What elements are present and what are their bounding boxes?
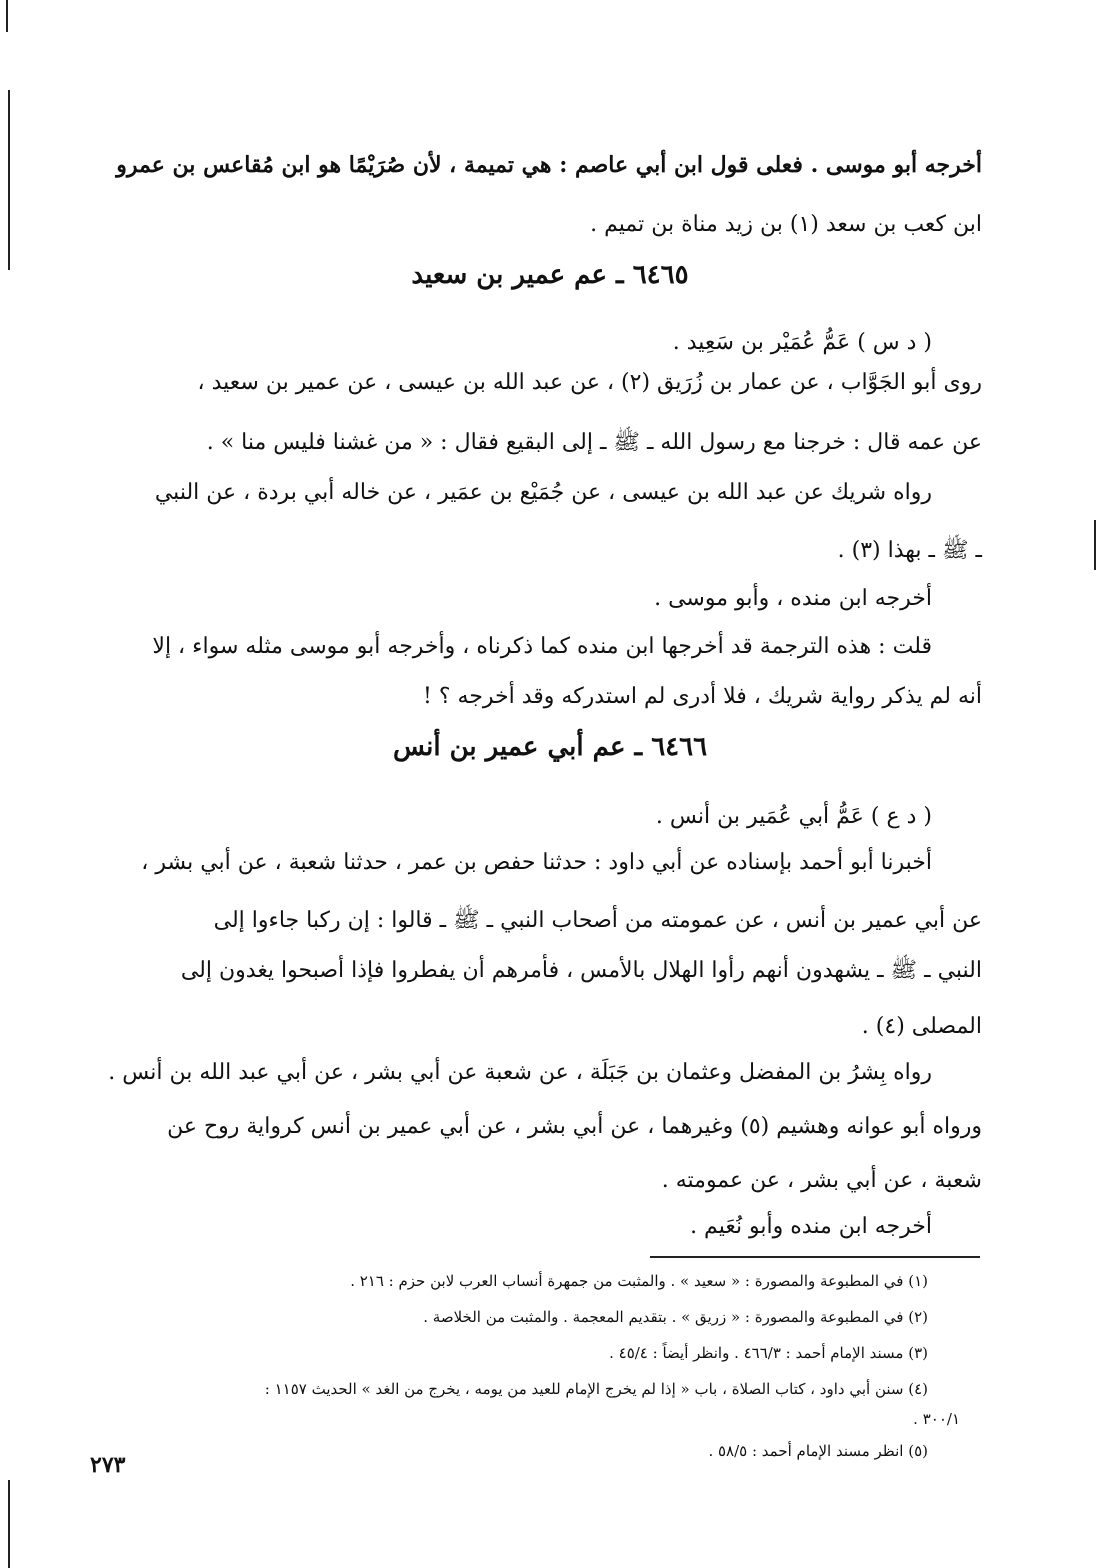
footnote-divider <box>650 1256 980 1258</box>
section-heading-6466: ٦٤٦٦ ـ عم أبي عمير بن أنس <box>392 732 708 762</box>
footnote-1: (١) في المطبوعة والمصورة : « سعيد » . والمثبت من جمهرة أنساب العرب لابن حزم : ٢١٦ . <box>350 1272 928 1290</box>
section1-line-2: روى أبو الجَوَّاب ، عن عمار بن زُرَيق (٢) ، عن عبد الله بن عيسى ، عن عمير بن سعيد ، <box>197 370 982 395</box>
footnote-4-continued: ٣٠٠/١ . <box>913 1410 960 1428</box>
footnote-5: (٥) انظر مسند الإمام أحمد : ٥٨/٥ . <box>708 1442 928 1460</box>
section1-line-5: ـ ﷺ ـ بهذا (٣) . <box>837 538 982 563</box>
section1-line-4: رواه شريك عن عبد الله بن عيسى ، عن جُمَيْع بن عمَير ، عن خاله أبي بردة ، عن النبي <box>154 480 932 505</box>
section2-line-4: النبي ـ ﷺ ـ يشهدون أنهم رأوا الهلال بالأمس ، فأمرهم أن يفطروا فإذا أصبحوا يغدون إلى <box>180 958 982 983</box>
section2-line-6: رواه بِشرُ بن المفضل وعثمان بن جَبَلَة ، عن شعبة عن أبي بشر ، عن أبي عبد الله بن أنس . <box>108 1060 932 1085</box>
section2-line-8: شعبة ، عن أبي بشر ، عن عمومته . <box>661 1168 982 1193</box>
section2-line-9: أخرجه ابن منده وأبو نُعَيم . <box>690 1214 932 1239</box>
scan-edge-right <box>1094 520 1096 570</box>
section1-line-8: أنه لم يذكر رواية شريك ، فلا أدرى لم استدركه وقد أخرجه ؟ ! <box>422 684 982 709</box>
scan-edge-left-top <box>6 0 8 32</box>
section-heading-6465: ٦٤٦٥ ـ عم عمير بن سعيد <box>411 260 689 290</box>
footnote-2: (٢) في المطبوعة والمصورة : « زريق » . بتقديم المعجمة . والمثبت من الخلاصة . <box>423 1308 928 1326</box>
section2-line-5: المصلى (٤) . <box>861 1014 982 1039</box>
section1-line-1: ( د س ) عَمُّ عُمَيْر بن سَعِيد . <box>672 330 932 355</box>
body-line-2: ابن كعب بن سعد (١) بن زيد مناة بن تميم . <box>590 212 982 237</box>
section1-line-7: قلت : هذه الترجمة قد أخرجها ابن منده كما ذكرناه ، وأخرجه أبو موسى مثله سواء ، إلا <box>152 634 932 659</box>
scan-edge-left-bottom <box>8 1480 10 1568</box>
section1-line-3: عن عمه قال : خرجنا مع رسول الله ـ ﷺ ـ إلى البقيع فقال : « من غشنا فليس منا » . <box>206 430 982 455</box>
section2-line-3: عن أبي عمير بن أنس ، عن عمومته من أصحاب النبي ـ ﷺ ـ قالوا : إن ركبا جاءوا إلى <box>213 908 982 933</box>
section1-line-6: أخرجه ابن منده ، وأبو موسى . <box>654 586 932 611</box>
section2-line-2: أخبرنا أبو أحمد بإسناده عن أبي داود : حدثنا حفص بن عمر ، حدثنا شعبة ، عن أبي بشر ، <box>141 850 932 875</box>
footnote-3: (٣) مسند الإمام أحمد : ٤٦٦/٣ . وانظر أيضاً : ٤٥/٤ . <box>609 1344 928 1362</box>
footnote-4: (٤) سنن أبي داود ، كتاب الصلاة ، باب « إذا لم يخرج الإمام للعيد من يومه ، يخرج من الغد » الحديث ١١٥٧ : <box>264 1380 928 1398</box>
scan-edge-left-mid <box>8 90 10 270</box>
body-line-1: أخرجه أبو موسى . فعلى قول ابن أبي عاصم : هي تميمة ، لأن صُرَيْمًا هو ابن مُقاعس بن عمرو <box>116 152 982 178</box>
section2-line-7: ورواه أبو عوانه وهشيم (٥) وغيرهما ، عن أبي بشر ، عن أبي عمير بن أنس كرواية روح عن <box>167 1114 982 1139</box>
page-number: ٢٧٣ <box>90 1452 126 1478</box>
section2-line-1: ( د ع ) عَمُّ أبي عُمَير بن أنس . <box>655 804 932 829</box>
